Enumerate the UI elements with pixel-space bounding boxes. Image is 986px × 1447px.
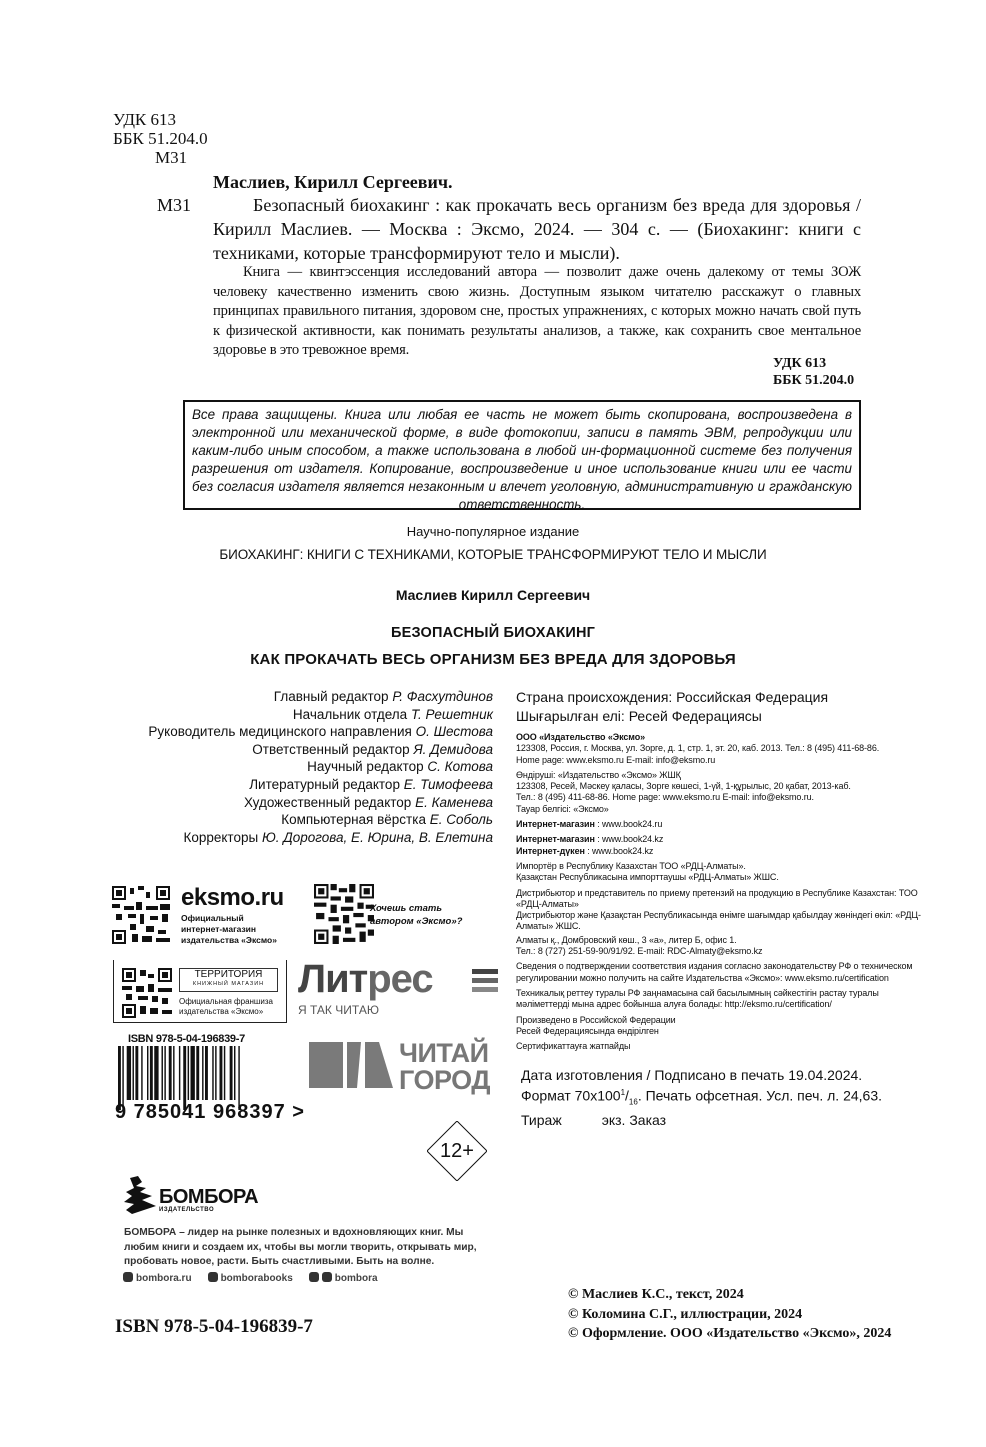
barcode-bar (212, 1046, 213, 1100)
staff-name: Е. Тимофеева (403, 776, 493, 792)
bbk-code-bottom: ББК 51.204.0 (773, 373, 855, 388)
print-info (521, 1066, 882, 1129)
eksmo-subtitle (181, 913, 277, 946)
shop-label: Интернет-магазин (516, 834, 595, 845)
social-label: bombora (334, 1273, 378, 1284)
staff-list (120, 688, 493, 846)
publisher-address: 123308, Россия, г. Москва, ул. Зорге, д. 1, стр. 1, эт. 20, каб. 2013. Тел.: 8 (495) 411-68-86. (516, 743, 880, 754)
staff-name: Я. Демидова (413, 741, 493, 757)
run-label: Тираж (521, 1112, 562, 1129)
book-title: БЕЗОПАСНЫЙ БИОХАКИНГ (390, 625, 596, 641)
author-call (370, 902, 462, 928)
social-label: bombora.ru (136, 1273, 192, 1284)
staff-row (120, 776, 493, 794)
shop-rows-kz (516, 834, 926, 857)
almaty-contacts[interactable]: Тел.: 8 (727) 251-59-90/91/92. E-mail: RDC-Almaty@eksmo.kz (516, 946, 763, 957)
bibliographic-record: Безопасный биохакинг : как прокачать весь организм без вреда для здоровья / Кирилл Маслиев. — Москва : Эксмо, 2024. — 304 с. — (Биохакинг: книги с техниками, которые трансформируют тело и мысли). (213, 195, 861, 263)
certification: Сведения о подтверждении соответствия издания согласно законодательству РФ о техническом регулировании можно получить на сайте Издательства «Эксмо»: www.eksmo.ru/certification (516, 961, 913, 983)
staff-name: Е. Каменева (415, 794, 493, 810)
territory-tag: КНИЖНЫЙ МАГАЗИН (192, 981, 265, 987)
territory-logo (179, 968, 278, 992)
trademark: Тауар белгісі: «Эксмо» (516, 803, 609, 814)
staff-role: Научный редактор (307, 759, 424, 775)
format-suffix: . Печать офсетная. Усл. печ. л. 24,63. (637, 1087, 883, 1104)
bombora-description: БОМБОРА – лидер на рынке полезных и вдохновляющих книг. Мы любим книги и создаем их, чтобы вы могли творить, открывать мир, пробовать новое, расти. Быть счастливыми. Быть на волне. (124, 1227, 477, 1267)
produced-kz: Ресей Федерациясында өндірілген (516, 1025, 659, 1036)
barcode-bar (127, 1046, 131, 1100)
publisher-web[interactable]: Home page: www.eksmo.ru E-mail: info@eksmo.ru (516, 754, 716, 765)
produced-ru: Произведено в Российской Федерации (516, 1014, 676, 1025)
staff-row (120, 723, 493, 741)
bombora-logo-text[interactable]: БОМБОРА (159, 1186, 259, 1208)
udk-bbk-footer (773, 355, 854, 389)
social-other[interactable] (309, 1272, 378, 1284)
gorod-word: ГОРОД (399, 1065, 490, 1095)
bombora-sublabel: ИЗДАТЕЛЬСТВО (159, 1207, 215, 1213)
barcode-bar (234, 1046, 235, 1100)
staff-row (120, 688, 493, 706)
distributor-kz: Дистрибьютор және Қазақстан Республикасында өнімге шағымдар қабылдау жөніндегі өкіл: «РДЦ-Алматы» ЖШС. (516, 910, 921, 932)
barcode-bar (202, 1046, 203, 1100)
print-run (521, 1111, 882, 1129)
vk-icon (208, 1272, 218, 1282)
barcode-isbn: ISBN 978-5-04-196839-7 (128, 1033, 245, 1045)
bbk-code: ББК 51.204.0 (113, 129, 208, 148)
genre-label: Научно-популярное издание (406, 524, 580, 539)
print-format: Формат $70x100^1/_{16}$. Печать офсетная. Усл. печ. л. 24,63. (521, 1087, 883, 1107)
barcode-bar (215, 1046, 216, 1100)
bombora-logo-icon (122, 1176, 158, 1216)
territory-sub-line: Официальная франшиза (179, 997, 273, 1006)
staff-name: С. Котова (427, 759, 493, 775)
shop-label: Интернет-магазин (516, 819, 595, 830)
udk-code: УДК 613 (113, 110, 177, 129)
udk-bbk-header (113, 110, 208, 148)
shop-label: Интернет-дүкен (516, 845, 585, 856)
staff-name: Р. Фасхутдинов (392, 689, 493, 704)
annotation: Книга — квинтэссенция исследований автора — позволит даже очень далекому от темы ЗОЖ человеку качественно изменить свою жизнь. Доступным языком читателю расскажут о главных принципах правильного питания, здоровом сне, простых упражнениях, с которых можно начать свой путь к физической активности, как понимать результаты анализов, а также, как сохранить свое ментальное здоровье в это тревожное время. (213, 264, 861, 358)
litres-dark: Лит (298, 957, 368, 1001)
eksmo-sub-line: Официальный (181, 913, 244, 923)
kz-address: 123308, Ресей, Мәскеу қаласы, Зорге көшесі, 1-үй, 1-құрылыс, 20 қабат, 2013-каб. (516, 781, 851, 792)
staff-role: Корректоры (183, 829, 259, 845)
isbn: ISBN 978-5-04-196839-7 (115, 1316, 313, 1337)
staff-row (120, 706, 493, 724)
author-qr-code[interactable] (314, 884, 374, 944)
author-mark-2: М31 (157, 195, 192, 215)
barcode-bar (169, 1046, 172, 1100)
distributor: Дистрибьютор и представитель по приему претензий на продукцию в Республике Казахстан: ТОО «РДЦ-Алматы» (516, 887, 918, 909)
author-call-line: автором «Эксмо»? (370, 916, 463, 927)
staff-row (120, 758, 493, 776)
barcode-bar (164, 1046, 165, 1100)
barcode-bar (230, 1046, 233, 1100)
litres-stripes-icon (472, 969, 498, 993)
format-den: 16 (628, 1097, 638, 1107)
chitai-word: ЧИТАЙ (399, 1038, 489, 1068)
almaty-block (516, 935, 926, 958)
barcode-bar (133, 1046, 134, 1100)
eksmo-qr-code[interactable] (112, 886, 170, 944)
barcode-bar (150, 1046, 153, 1100)
litres-tagline: Я ТАК ЧИТАЮ (298, 1003, 379, 1017)
staff-name: Е. Соболь (429, 812, 493, 828)
country-of-origin (516, 688, 828, 725)
staff-role: Компьютерная вёрстка (281, 812, 426, 828)
staff-role: Художественный редактор (243, 794, 412, 810)
shop-url[interactable]: : www.book24.ru (594, 819, 663, 830)
shop-url[interactable]: : www.book24.kz (594, 834, 664, 845)
publisher-kz-block (516, 770, 926, 815)
importer-kz: Қазақстан Республикасына импорттаушы «РДЦ-Алматы» ЖШС. (516, 872, 779, 883)
youtube-icon (309, 1272, 319, 1282)
importer-block (516, 861, 926, 884)
barcode-bar (188, 1046, 189, 1100)
author-mark: М31 (155, 148, 188, 167)
barcode-bar (191, 1046, 195, 1100)
staff-row (120, 741, 493, 759)
copyright-line: © Оформление. ООО «Издательство «Эксмо», 2024 (568, 1326, 892, 1341)
barcode-bar (141, 1046, 142, 1100)
social-site[interactable] (123, 1272, 192, 1284)
book-subtitle: КАК ПРОКАЧАТЬ ВЕСЬ ОРГАНИЗМ БЕЗ ВРЕДА ДЛЯ ЗДОРОВЬЯ (250, 651, 736, 668)
chitai-gorod-logo[interactable] (399, 1040, 490, 1094)
produced-block (516, 1015, 926, 1038)
territory-sub-line: издательства «Эксмо» (179, 1007, 264, 1016)
author-name: Маслиев Кирилл Сергеевич (395, 587, 591, 603)
format-num: 1 (620, 1088, 626, 1097)
tiktok-icon (322, 1272, 332, 1282)
globe-icon (123, 1272, 133, 1282)
origin-ru: Страна происхождения: Российская Федерация (516, 689, 829, 705)
udk-code-bottom: УДК 613 (773, 356, 827, 371)
territory-name: ТЕРРИТОРИЯ (194, 969, 263, 980)
order-label: экз. Заказ (601, 1112, 667, 1129)
staff-role: Руководитель медицинского направления (148, 724, 412, 740)
barcode-bar (205, 1046, 208, 1100)
format-prefix: Формат 70x100 (521, 1087, 621, 1104)
publisher-info (516, 732, 926, 1056)
staff-row (120, 794, 493, 812)
shop-row (516, 819, 926, 830)
kz-contacts[interactable]: Тел.: 8 (495) 411-68-86. Home page: www.eksmo.ru E-mail: info@eksmo.ru. (516, 792, 814, 803)
kz-producer: Өндіруші: «Издательство «Эксмо» ЖШҚ (516, 769, 681, 780)
staff-row (120, 811, 493, 829)
copyright-line: © Коломина С.Г., иллюстрации, 2024 (568, 1306, 803, 1322)
staff-row (120, 829, 493, 847)
litres-logo[interactable] (298, 957, 433, 1002)
barcode-bar (135, 1046, 138, 1100)
territory-subtitle (179, 997, 273, 1017)
print-date: Дата изготовления / Подписано в печать 19.04.2024. (521, 1067, 863, 1083)
author-call-line: Хочешь стать (370, 903, 442, 914)
litres-light: рес (367, 957, 433, 1001)
distributor-block (516, 888, 926, 933)
staff-role: Ответственный редактор (252, 741, 410, 757)
not-certified: Сертификаттауға жатпайды (516, 1041, 631, 1052)
social-label: bomborabooks (220, 1273, 293, 1284)
barcode-bar (154, 1046, 158, 1100)
author-heading: Маслиев, Кирилл Сергеевич. (213, 172, 453, 192)
rights-notice: Все права защищены. Книга или любая ее часть не может быть скопирована, воспроизведена в электронной или механической форме, в виде фотокопии, записи в память ЭВМ, репродукции или каким-либо иным способом, а также использована в любой ин-формационной системе без получения разрешения от издателя. Копирование, воспроизведение и иное использование книги или ее части без согласия издателя является незаконным и влечет уголовную, административную и гражданскую ответственность. (183, 400, 861, 510)
certification-kz: Техникалық реттеу туралы РФ заңнамасына сай басылымның сәйкестігін растау туралы мәліметтерді мына адрес бойынша алуға болады: http://eksmo.ru/certification/ (516, 987, 879, 1010)
chitai-gorod-icon (309, 1042, 394, 1088)
bombora-socials (123, 1272, 378, 1284)
series-title: БИОХАКИНГ: КНИГИ С ТЕХНИКАМИ, КОТОРЫЕ ТРАНСФОРМИРУЮТ ТЕЛО И МЫСЛИ (219, 547, 767, 562)
social-vk[interactable] (208, 1272, 293, 1284)
territory-qr-code[interactable] (122, 968, 172, 1018)
barcode-bar (162, 1046, 163, 1100)
barcode-bar (173, 1046, 174, 1100)
copyright-line: © Маслиев К.С., текст, 2024 (568, 1287, 744, 1302)
staff-name: Ю. Дорогова, Е. Юрина, В. Елетина (261, 829, 493, 845)
eksmo-sub-line: интернет-магазин (181, 924, 257, 934)
staff-role: Литературный редактор (249, 776, 400, 792)
shop-url[interactable]: : www.book24.kz (584, 845, 654, 856)
staff-role: Начальник отдела (292, 706, 408, 722)
eksmo-sub-line: издательства «Эксмо» (181, 935, 277, 945)
barcode-bar (224, 1046, 225, 1100)
staff-role: Главный редактор (273, 689, 389, 704)
staff-name: Т. Решетник (410, 706, 493, 722)
staff-name: О. Шестова (415, 724, 493, 740)
barcode-bar (179, 1046, 180, 1100)
barcode-bar (196, 1046, 199, 1100)
barcode-digits: 9 785041 968397 > (115, 1101, 305, 1123)
barcode-bar (147, 1046, 148, 1100)
age-rating: 12+ (440, 1140, 474, 1162)
origin-kz: Шығарылған елі: Ресей Федерациясы (516, 707, 762, 724)
eksmo-logo-text[interactable]: eksmo.ru (181, 884, 284, 911)
copyrights (568, 1285, 891, 1344)
almaty-address: Алматы қ., Домбровский көш., 3 «а», литер Б, офис 1. (516, 934, 737, 945)
publisher-block (516, 732, 926, 766)
importer: Импортёр в Республику Казахстан ТОО «РДЦ-Алматы». (516, 860, 746, 871)
barcode-bar (220, 1046, 223, 1100)
publisher-name: ООО «Издательство «Эксмо» (516, 732, 645, 742)
